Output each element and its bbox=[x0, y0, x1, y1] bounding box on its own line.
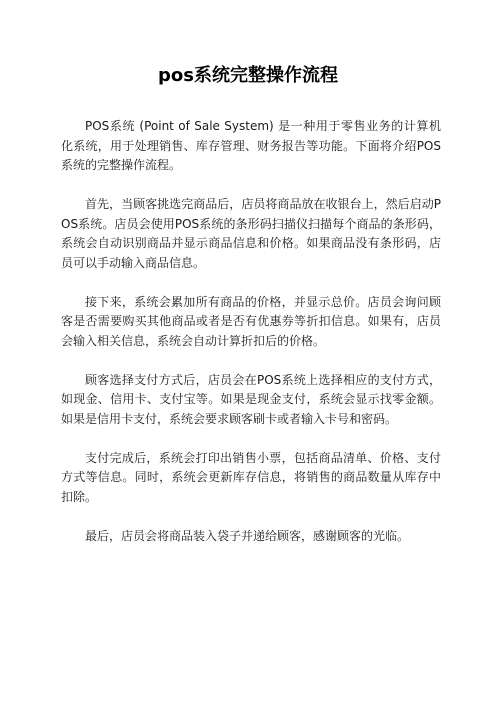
document-body bbox=[61, 117, 441, 566]
paragraph-payment: 顾客选择支付方式后，店员会在POS系统上选择相应的支付方式，如现金、信用卡、支付宝等。如果是现金支付，系统会显示找零金额。如果是信用卡支付，系统会要求顾客刷卡或者输入卡号和密码。 bbox=[61, 372, 441, 426]
paragraph-total: 接下来，系统会累加所有商品的价格，并显示总价。店员会询问顾客是否需要购买其他商品或者是否有优惠券等折扣信息。如果有，店员会输入相关信息，系统会自动计算折扣后的价格。 bbox=[61, 294, 441, 348]
paragraph-intro: POS系统 (Point of Sale System) 是一种用于零售业务的计算机化系统，用于处理销售、库存管理、财务报告等功能。下面将介绍POS系统的完整操作流程。 bbox=[61, 119, 441, 172]
paragraph-scanning: 首先，当顾客挑选完商品后，店员将商品放在收银台上，然后启动POS系统。店员会使用POS系统的条形码扫描仪扫描每个商品的条形码，系统会自动识别商品并显示商品信息和价格。如果商品没有条形码，店员可以手动输入商品信息。 bbox=[61, 197, 441, 270]
paragraph-receipt: 支付完成后，系统会打印出销售小票，包括商品清单、价格、支付方式等信息。同时，系统会更新库存信息，将销售的商品数量从库存中扣除。 bbox=[61, 450, 441, 504]
document-title: pos系统完整操作流程 bbox=[158, 65, 338, 86]
paragraph-closing: 最后，店员会将商品装入袋子并递给顾客，感谢顾客的光临。 bbox=[85, 528, 410, 543]
